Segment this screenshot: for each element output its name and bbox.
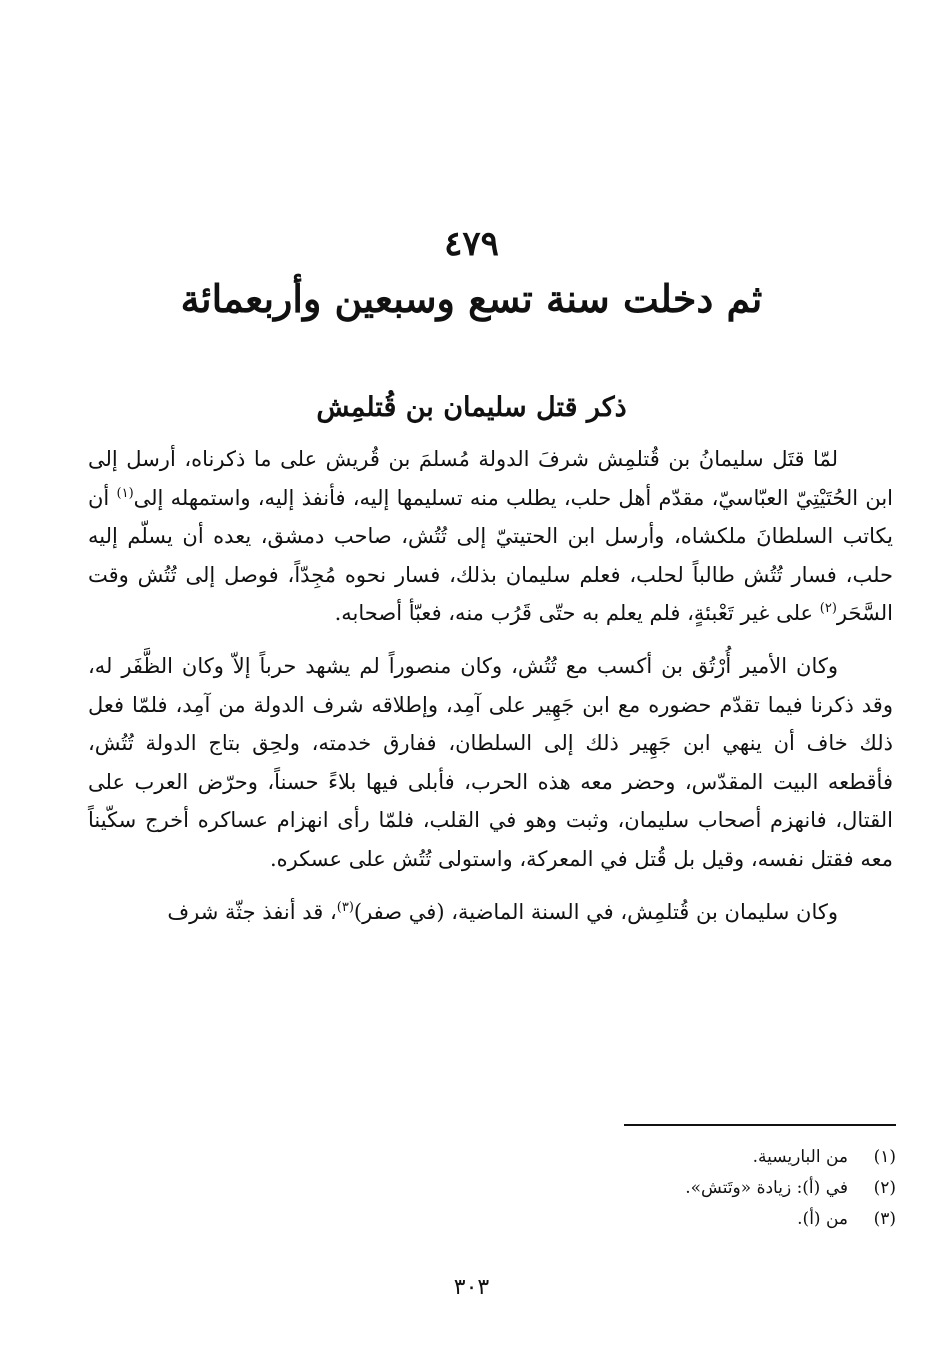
paragraph-3 (88, 893, 893, 932)
section-heading: ذكر قتل سليمان بن قُتلمِش (316, 392, 627, 423)
footnote-marker-2: (٢) (819, 601, 837, 617)
footnote-number: (٢) (873, 1178, 896, 1198)
paragraph-1-part-3: على غير تَعْبئةٍ، فلم يعلم به حتّى قَرُب منه، فعبّأ أصحابه. (334, 601, 820, 626)
footnote-2 (300, 1173, 896, 1204)
footnote-text: من (أ). (797, 1209, 848, 1229)
footnote-number: (٣) (873, 1209, 896, 1229)
paragraph-1-part-1: لمّا قتَل سليمانُ بن قُتلمِش شرفَ الدولة مُسلمَ بن قُريش على ما ذكرناه، أرسل إلى ابن الحُتَيْتِيّ العبّاسيّ، مقدّم أهل حلب، يطلب منه تسليمها إليه، فأنفذ إليه، واستمهله إلى (88, 447, 894, 510)
paragraph-1 (88, 440, 893, 633)
footnote-marker-3: (٣) (336, 899, 354, 915)
paragraph-3-part-2: ، قد أنفذ جثّة شرف (167, 899, 337, 924)
footnote-text: من الباريسية. (752, 1147, 848, 1167)
footnote-1 (300, 1142, 896, 1173)
footnote-3 (300, 1204, 896, 1235)
chapter-title: ثم دخلت سنة تسع وسبعين وأربعمائة (180, 276, 763, 321)
body-text (88, 440, 893, 945)
paragraph-2: وكان الأمير أُرْتُق بن أكسب مع تُتُش، وكان منصوراً لم يشهد حرباً إلاّ وكان الظَّفَر له، وقد ذكرنا فيما تقدّم حضوره مع ابن جَهِير على آمِد، وإطلاقه شرف الدولة من آمِد، فلمّا فعل ذلك خاف أن ينهي ابن جَهِير ذلك إلى السلطان، ففارق خدمته، ولحِق بتاج الدولة تُتُش، فأقطعه البيت المقدّس، وحضر معه هذه الحرب، فأبلى فيها بلاءً حسناً، وحرّض العرب على القتال، فانهزم أصحاب سليمان، وثبت وهو في القلب، فلمّا رأى انهزام عساكره أخرج سكّيناً معه فقتل نفسه، وقيل بل قُتل في المعركة، واستولى تُتُش على عسكره. (88, 653, 893, 871)
paragraph-1-part-2: أن يكاتب السلطانَ ملكشاه، وأرسل ابن الحتيتيّ إلى تُتُش، صاحب دمشق، يعده أن يسلّم إليه حلب، فسار تُتُش طالباً لحلب، فعلم سليمان بذلك، فسار نحوه مُجِدّاً، فوصل إلى تُتُش وقت السَّحَر (88, 485, 893, 626)
footnote-divider (624, 1124, 896, 1126)
footnote-marker-1: (١) (116, 485, 134, 501)
footnote-number: (١) (873, 1147, 896, 1167)
year-number: ٤٧٩ (444, 224, 499, 264)
footnote-text: في (أ): زيادة «وتَتش». (685, 1178, 848, 1198)
page-number: ٣٠٣ (453, 1275, 490, 1300)
paragraph-3-part-1: وكان سليمان بن قُتلمِش، في السنة الماضية، (في صفر) (353, 899, 838, 924)
footnotes (300, 1142, 896, 1235)
